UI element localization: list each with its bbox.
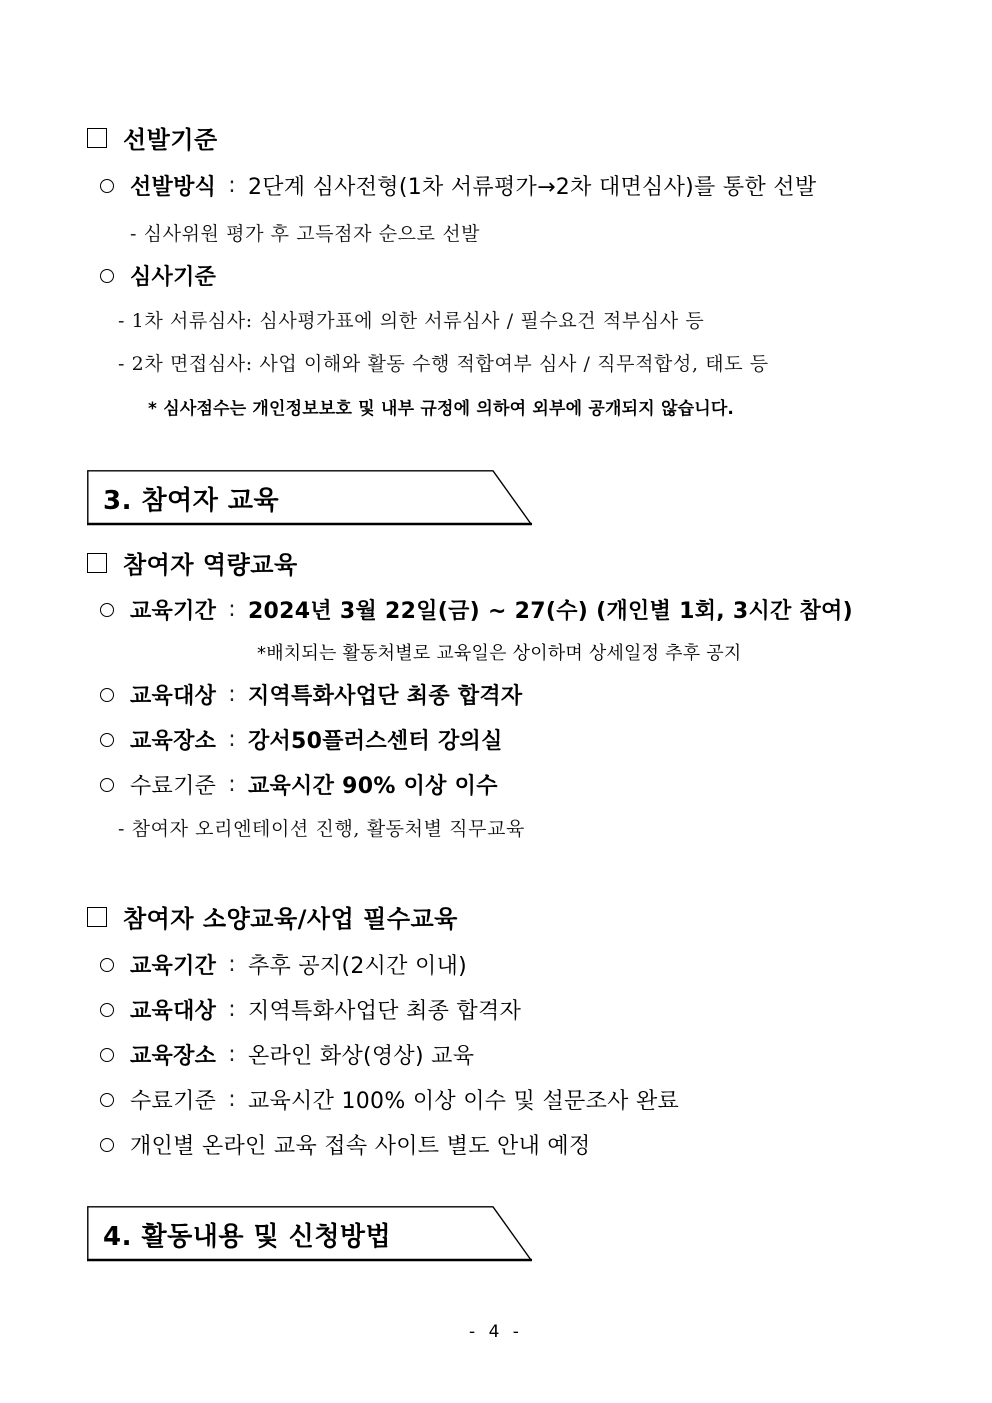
- item-value: 추후 공지(2시간 이내): [247, 954, 468, 979]
- circle-bullet-icon: [100, 603, 114, 617]
- square-bullet-icon: [87, 907, 107, 927]
- item-value: 지역특화사업단 최종 합격자: [247, 684, 523, 709]
- colon-separator: :: [228, 173, 236, 198]
- circle-bullet-icon: [100, 269, 114, 283]
- item-label: 심사기준: [130, 265, 217, 290]
- colon-separator: :: [228, 597, 236, 622]
- heading-text: 참여자 역량교육: [123, 551, 298, 579]
- item-label: 교육대상: [130, 999, 217, 1024]
- mandatory-period-item: [100, 949, 467, 980]
- item-label: 교육기간: [130, 954, 217, 979]
- circle-bullet-icon: [100, 1003, 114, 1017]
- item-label: 교육대상: [130, 684, 217, 709]
- heading-text: 참여자 소양교육/사업 필수교육: [123, 905, 458, 933]
- selection-method-sub: - 심사위원 평가 후 고득점자 순으로 선발: [130, 223, 481, 245]
- page-number: - 4 -: [469, 1322, 523, 1342]
- item-value: 2024년 3월 22일(금) ~ 27(수) (개인별 1회, 3시간 참여): [247, 599, 853, 624]
- item-label: 선발방식: [130, 175, 217, 200]
- item-label: 수료기준: [130, 774, 217, 799]
- mandatory-completion-item: [100, 1084, 679, 1115]
- item-label: 교육기간: [130, 599, 217, 624]
- item-value: 개인별 온라인 교육 접속 사이트 별도 안내 예정: [130, 1134, 591, 1159]
- item-label: 수료기준: [130, 1089, 217, 1114]
- criteria-interview-review: - 2차 면접심사: 사업 이해와 활동 수행 적합여부 심사 / 직무적합성, 태도 등: [118, 353, 769, 375]
- circle-bullet-icon: [100, 179, 114, 193]
- circle-bullet-icon: [100, 733, 114, 747]
- selection-method-item: [100, 170, 816, 201]
- section-3-header: [87, 470, 533, 526]
- item-value: 교육시간 100% 이상 이수 및 설문조사 완료: [247, 1089, 680, 1114]
- section-4-title: 4. 활동내용 및 신청방법: [103, 1222, 392, 1252]
- colon-separator: :: [228, 952, 236, 977]
- screening-criteria-item: [100, 260, 216, 291]
- circle-bullet-icon: [100, 1093, 114, 1107]
- mandatory-training-heading: [87, 899, 458, 934]
- heading-text: 선발기준: [123, 126, 218, 154]
- item-value: 강서50플러스센터 강의실: [247, 729, 503, 754]
- mandatory-location-item: [100, 1039, 474, 1070]
- item-label: 교육장소: [130, 1044, 217, 1069]
- item-value: 온라인 화상(영상) 교육: [247, 1044, 475, 1069]
- colon-separator: :: [228, 1087, 236, 1112]
- item-value: 교육시간 90% 이상 이수: [247, 774, 498, 799]
- mandatory-target-item: [100, 994, 521, 1025]
- circle-bullet-icon: [100, 1048, 114, 1062]
- capacity-training-heading: [87, 545, 298, 580]
- capacity-period-item: [100, 594, 853, 625]
- item-value: 지역특화사업단 최종 합격자: [247, 999, 522, 1024]
- item-value: 2단계 심사전형(1차 서류평가→2차 대면심사)를 통한 선발: [247, 175, 817, 200]
- circle-bullet-icon: [100, 958, 114, 972]
- circle-bullet-icon: [100, 688, 114, 702]
- section-3-title: 3. 참여자 교육: [103, 486, 280, 516]
- section-4-header: [87, 1206, 533, 1262]
- capacity-completion-item: [100, 769, 498, 800]
- circle-bullet-icon: [100, 778, 114, 792]
- capacity-period-note: *배치되는 활동처별로 교육일은 상이하며 상세일정 추후 공지: [257, 643, 742, 664]
- item-label: 교육장소: [130, 729, 217, 754]
- mandatory-online-site-item: [100, 1129, 591, 1160]
- colon-separator: :: [228, 682, 236, 707]
- criteria-document-review: - 1차 서류심사: 심사평가표에 의한 서류심사 / 필수요건 적부심사 등: [118, 310, 705, 332]
- capacity-target-item: [100, 679, 522, 710]
- colon-separator: :: [228, 727, 236, 752]
- score-privacy-note: * 심사점수는 개인정보보호 및 내부 규정에 의하여 외부에 공개되지 않습니다.: [148, 399, 735, 419]
- circle-bullet-icon: [100, 1138, 114, 1152]
- colon-separator: :: [228, 772, 236, 797]
- selection-criteria-heading: [87, 120, 218, 155]
- square-bullet-icon: [87, 553, 107, 573]
- capacity-location-item: [100, 724, 503, 755]
- colon-separator: :: [228, 997, 236, 1022]
- colon-separator: :: [228, 1042, 236, 1067]
- capacity-training-sub: - 참여자 오리엔테이션 진행, 활동처별 직무교육: [118, 818, 525, 840]
- square-bullet-icon: [87, 128, 107, 148]
